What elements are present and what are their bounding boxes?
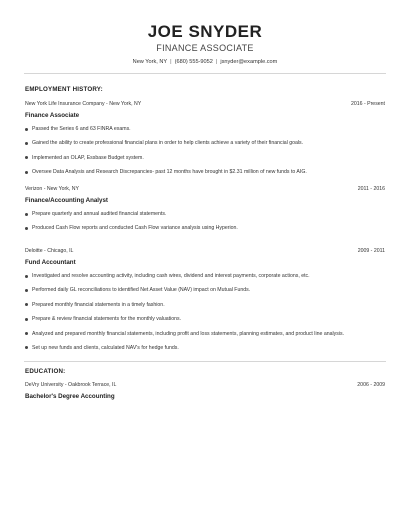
job-role: Finance Associate xyxy=(25,112,80,119)
job-meta xyxy=(25,248,385,257)
candidate-name: JOE SNYDER xyxy=(147,22,263,41)
job-meta xyxy=(25,101,385,110)
bullet-item: Prepare quarterly and annual audited financial statements. xyxy=(25,210,385,218)
bullet-item: Gained the ability to create professional financial plans in order to help clients achieve a variety of their financial goals. xyxy=(25,139,385,147)
contact-line xyxy=(0,59,410,65)
education-school-location: DeVry University - Oakbrook Terrace, IL xyxy=(25,382,117,388)
education-entry xyxy=(25,382,385,400)
bullet-item: Oversee Data Analysis and Research Discrepancies- past 12 months have brought in $2.31 million of new funds to AIG. xyxy=(25,168,385,176)
employment-heading: EMPLOYMENT HISTORY: xyxy=(25,86,103,93)
job-company-location: Deloitte - Chicago, IL xyxy=(25,248,74,254)
bullet-item: Prepare & review financial statements for the monthly valuations. xyxy=(25,315,385,323)
job-company-location: New York Life Insurance Company - New York, NY xyxy=(25,101,142,107)
education-degree: Bachelor's Degree Accounting xyxy=(25,393,115,400)
job-bullets xyxy=(25,125,385,176)
bullet-item: Prepared monthly financial statements in a timely fashion. xyxy=(25,301,385,309)
education-dates: 2006 - 2009 xyxy=(357,382,385,388)
bullet-item: Passed the Series 6 and 63 FINRA exams. xyxy=(25,125,385,133)
job-dates: 2009 - 2011 xyxy=(357,248,385,254)
contact-separator: | xyxy=(215,59,218,65)
job-role: Fund Accountant xyxy=(25,259,76,266)
contact-email: jsnyder@example.com xyxy=(220,59,278,65)
education-meta xyxy=(25,382,385,391)
bullet-item: Investigated and resolve accounting activity, including cash wires, dividend and interest payments, corporate actions, etc. xyxy=(25,272,385,280)
job-entry-2 xyxy=(25,186,385,239)
job-role: Finance/Accounting Analyst xyxy=(25,197,108,204)
job-dates: 2016 - Present xyxy=(350,101,385,107)
job-meta xyxy=(25,186,385,195)
contact-separator: | xyxy=(170,59,172,65)
bullet-item: Implemented an OLAP, Essbase Budget system. xyxy=(25,154,385,162)
bullet-item: Produced Cash Flow reports and conducted Cash Flow variance analysis using Hyperion. xyxy=(25,224,385,232)
contact-phone: (680) 555-9052 xyxy=(174,59,213,65)
job-entry-1 xyxy=(25,101,385,183)
contact-location: New York, NY xyxy=(132,59,168,65)
job-dates: 2011 - 2016 xyxy=(357,186,385,192)
job-entry-3 xyxy=(25,248,385,358)
candidate-title: FINANCE ASSOCIATE xyxy=(156,43,254,53)
header-divider xyxy=(24,73,386,74)
job-company-location: Verizon - New York, NY xyxy=(25,186,79,192)
education-heading: EDUCATION: xyxy=(25,368,66,375)
bullet-item: Performed daily GL reconciliations to identified Net Asset Value (NAV) impact on Mutual Funds. xyxy=(25,286,385,294)
job-bullets xyxy=(25,272,385,352)
bullet-item: Analyzed and prepared monthly financial statements, including profit and loss statements, planning estimates, and product line analysis. xyxy=(25,330,385,338)
bullet-item: Set up new funds and clients, calculated NAV's for hedge funds. xyxy=(25,344,385,352)
job-bullets xyxy=(25,210,385,232)
section-divider xyxy=(24,361,386,362)
